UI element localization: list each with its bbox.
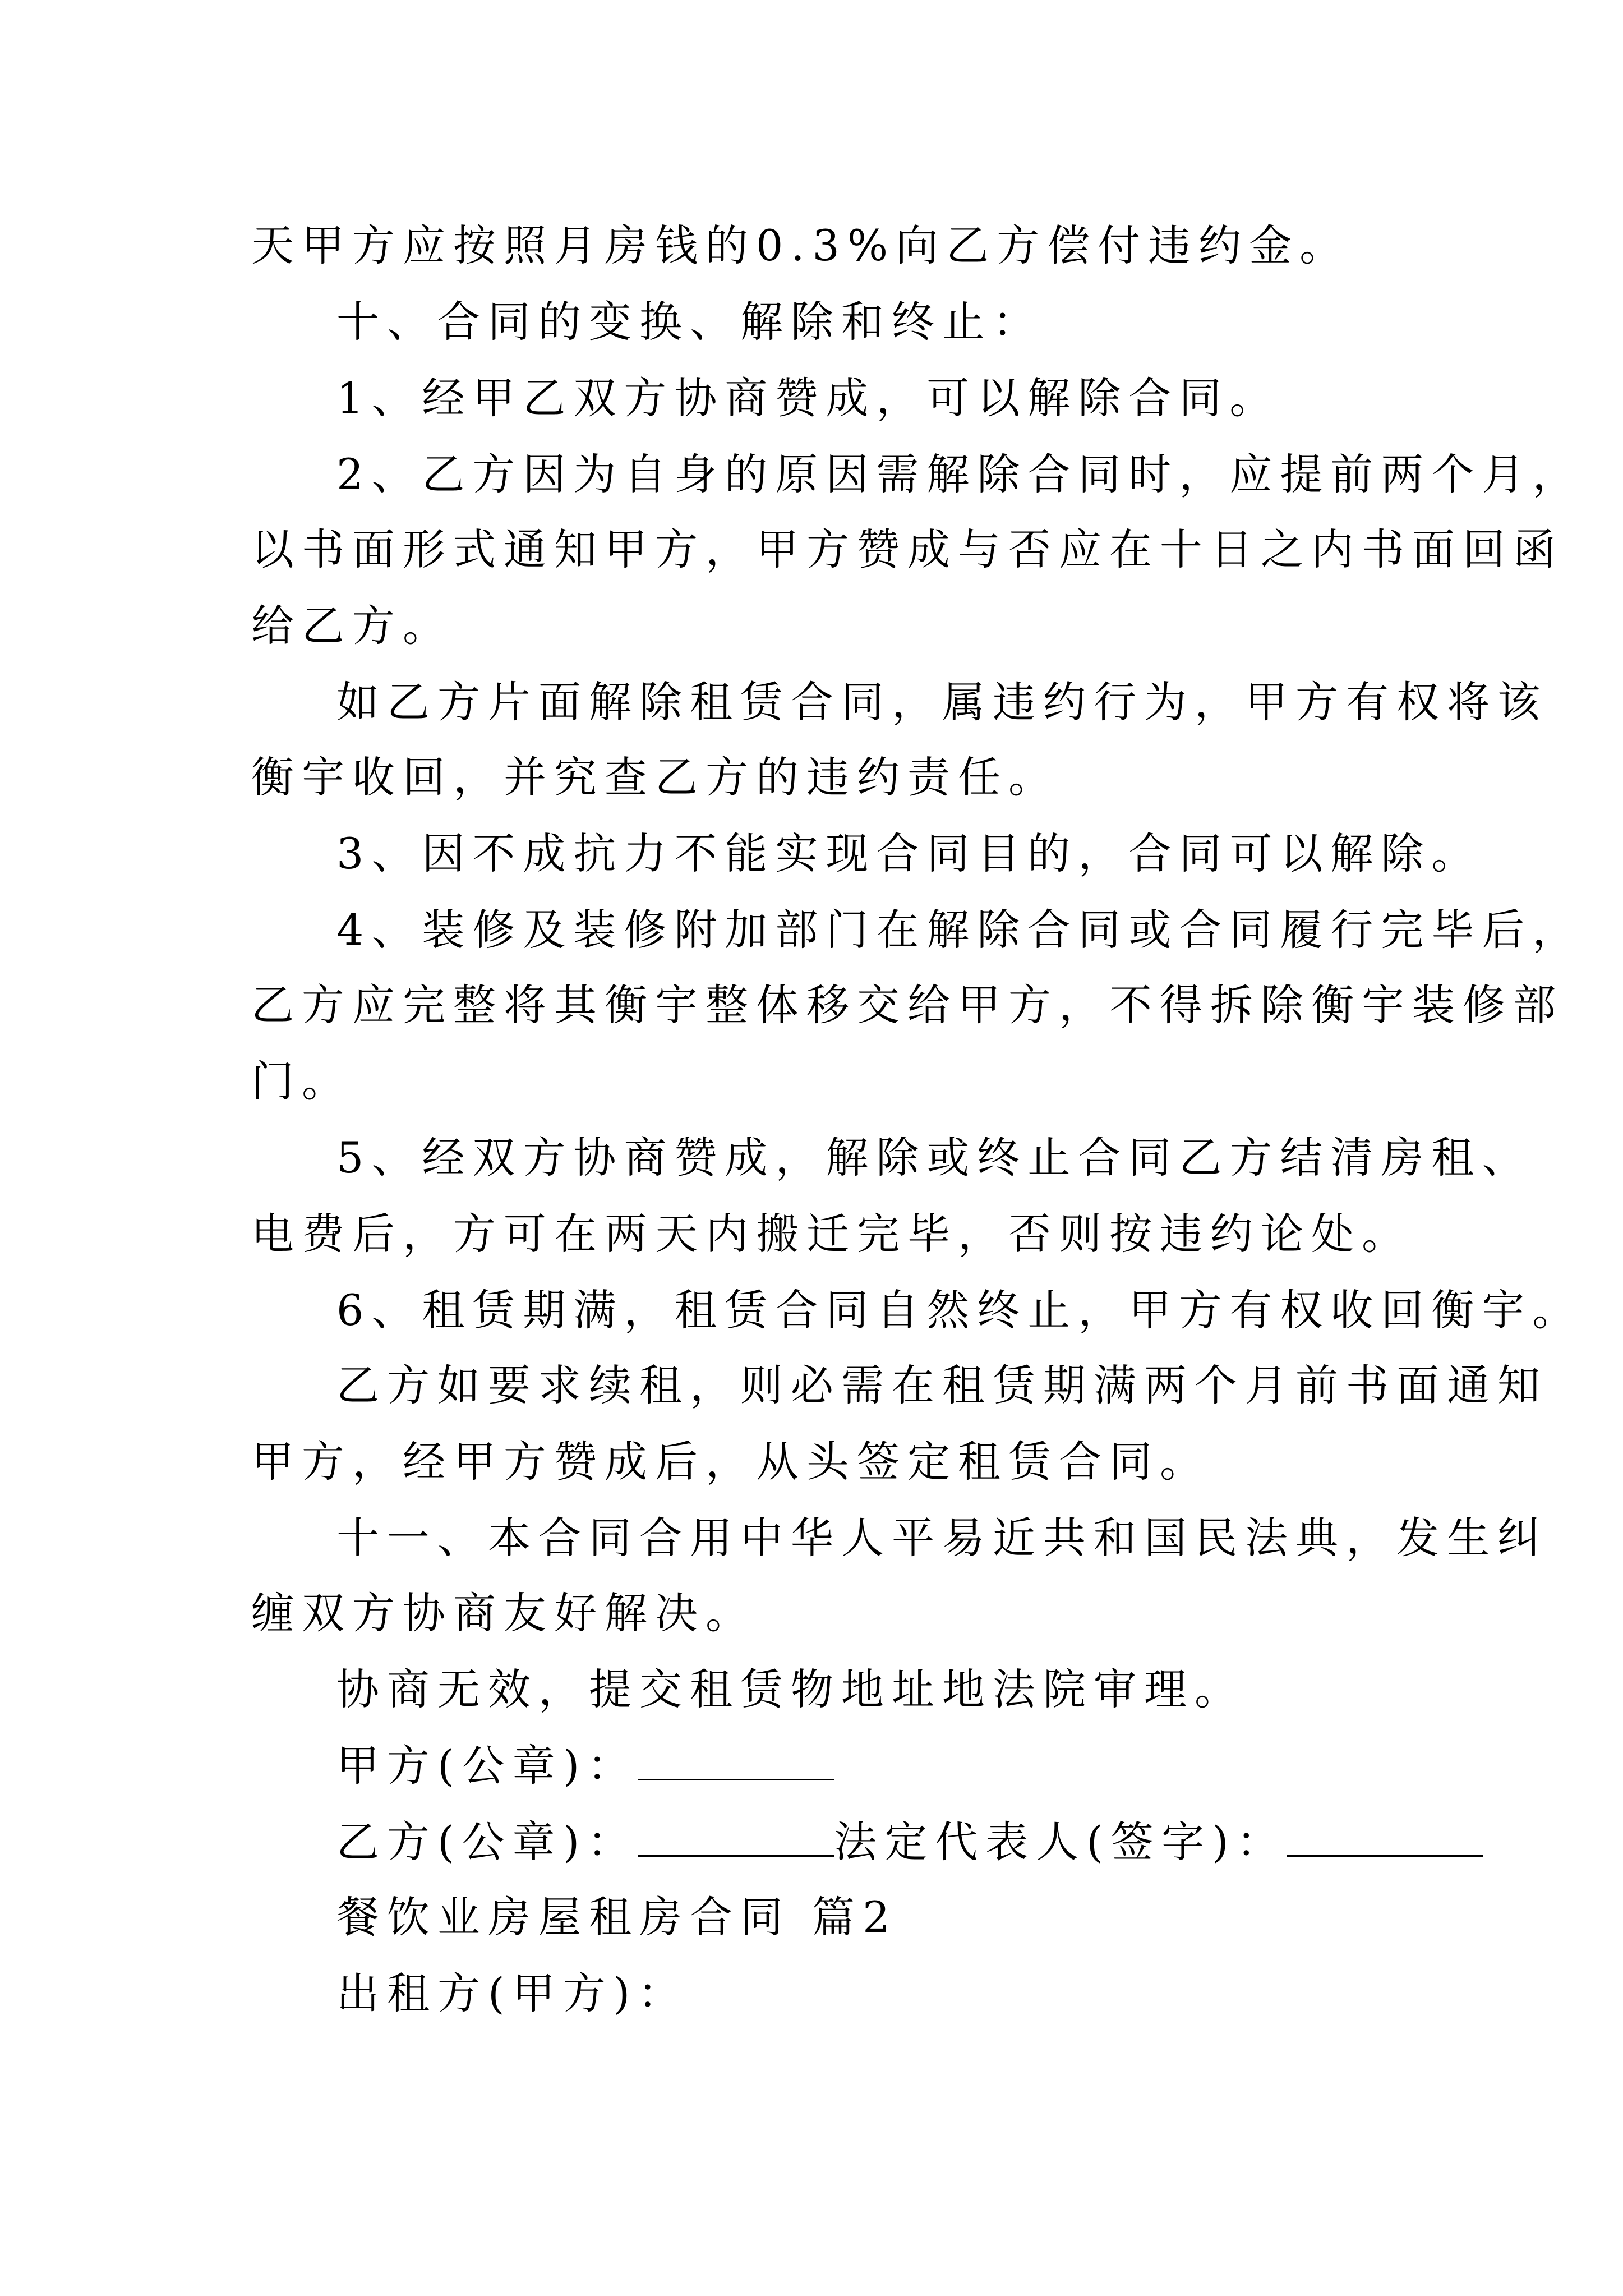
text-line: 门。: [251, 1056, 352, 1106]
text-line: 衡宇收回，并究查乙方的违约责任。: [251, 752, 1059, 802]
text-line: 甲方，经甲方赞成后，从头签定租赁合同。: [251, 1437, 1210, 1487]
section-heading-ten: 十、合同的变换、解除和终止：: [336, 297, 1043, 347]
party-b-signature-blank: [638, 1818, 834, 1857]
contract-section-heading: 餐饮业房屋租房合同 篇2: [336, 1892, 898, 1942]
text-line: 3、因不成抗力不能实现合同目的，合同可以解除。: [336, 829, 1482, 878]
legal-representative-label: 法定代表人(签字)：: [834, 1817, 1287, 1867]
section-heading-eleven: 十一、本合同合用中华人平易近共和国民法典，发生纠: [336, 1513, 1548, 1563]
party-a-seal-label: 甲方(公章)：: [336, 1741, 638, 1791]
lessor-label: 出租方(甲方)：: [336, 1968, 689, 2018]
text-line: 如乙方片面解除租赁合同，属违约行为，甲方有权将该: [336, 677, 1548, 727]
legal-representative-blank: [1287, 1818, 1483, 1857]
text-line: 1、经甲乙双方协商赞成，可以解除合同。: [336, 373, 1280, 423]
text-line: 天甲方应按照月房钱的0.3%向乙方偿付违约金。: [251, 220, 1350, 270]
text-line: 5、经双方协商赞成，解除或终止合同乙方结清房租、: [336, 1133, 1533, 1182]
text-line: 4、装修及装修附加部门在解除合同或合同履行完毕后，: [336, 905, 1583, 955]
party-a-signature-blank: [638, 1742, 834, 1780]
text-line: 乙方应完整将其衡宇整体移交给甲方，不得拆除衡宇装修部: [251, 980, 1564, 1030]
text-line: 6、租赁期满，租赁合同自然终止，甲方有权收回衡宇。: [336, 1285, 1583, 1335]
party-b-seal-label: 乙方(公章)：: [336, 1817, 638, 1867]
text-line: 缠双方协商友好解决。: [251, 1588, 756, 1638]
text-line: 电费后，方可在两天内搬迁完毕，否则按违约论处。: [251, 1209, 1412, 1259]
text-line: 给乙方。: [251, 601, 453, 651]
text-line: 以书面形式通知甲方，甲方赞成与否应在十日之内书面回函: [251, 524, 1564, 574]
signature-line-party-b: [336, 1814, 1483, 1870]
text-line: 乙方如要求续租，则必需在租赁期满两个月前书面通知: [336, 1360, 1548, 1410]
text-line: 协商无效，提交租赁物地址地法院审理。: [336, 1664, 1245, 1714]
text-line: 2、乙方因为自身的原因需解除合同时，应提前两个月，: [336, 449, 1583, 499]
signature-line-party-a: [336, 1738, 834, 1794]
